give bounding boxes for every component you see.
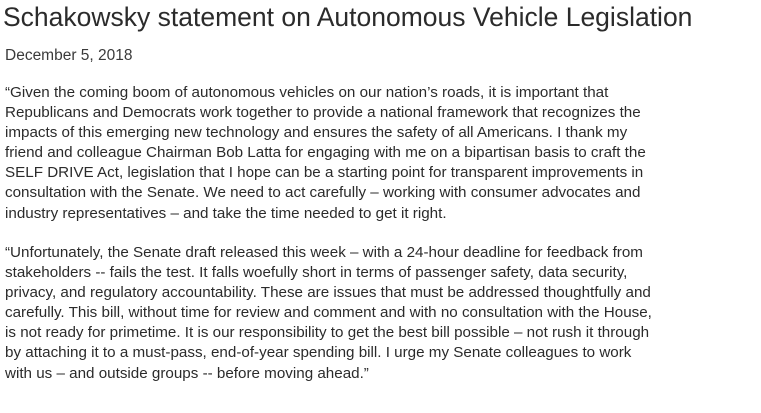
statement-paragraph-1: “Given the coming boom of autonomous vehicles on our nation’s roads, it is important that Republicans and Democrats work together to provide a national framework that recognizes the impacts of this emerging new technology and ensures the safety of all Americans. I thank my friend and colleague Chairman Bob Latta for engaging with me on a bipartisan basis to craft the SELF DRIVE Act, legislation that I hope can be a starting point for transparent improvements in consultation with the Senate. We need to act carefully – working with consumer advocates and industry representatives – and take the time needed to get it right. [5,84,646,222]
statement-paragraph-2: “Unfortunately, the Senate draft released this week – with a 24-hour deadline for feedback from stakeholders -- fails the test. It falls woefully short in terms of passenger safety, data security, privacy, and regulatory accountability. These are issues that must be addressed thoughtfully and carefully. This bill, without time for review and comment and with no consultation with the House, is not ready for primetime. It is our responsibility to get the best bill possible – not rush it through by attaching it to a must-pass, end-of-year spending bill. I urge my Senate colleagues to work with us – and outside groups -- before moving ahead.” [5,244,652,382]
publish-date: December 5, 2018 [5,47,133,64]
page-title: Schakowsky statement on Autonomous Vehicle Legislation [3,2,693,32]
